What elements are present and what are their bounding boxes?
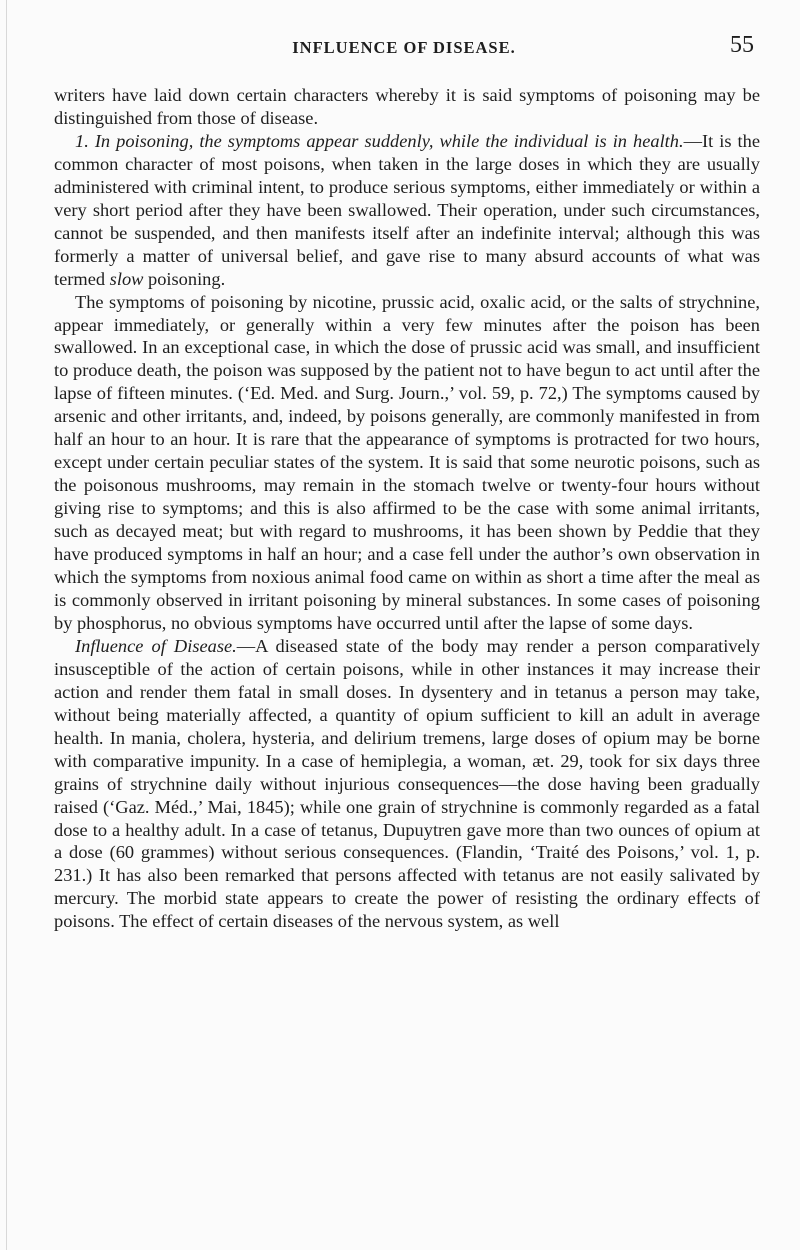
paragraph-sudden-symptoms-text: —It is the common character of most poisons, when taken in the large doses in which they are usually administered with criminal intent, to produce serious symptoms, either immediately or within a very short period after they have been swallowed. Their operation, under such circumstances, cannot be suspended, and then manifests itself after an indefinite interval; although this was formerly a matter of universal belief, and gave rise to many absurd accounts of what was termed — [54, 130, 760, 289]
paragraph-sudden-symptoms — [54, 130, 760, 291]
paragraph-influence-of-disease-text: —A diseased state of the body may render a person comparatively insusceptible of the action of certain poisons, while in other instances it may increase their action and render them fatal in small doses. In dysentery and in tetanus a person may take, without being materially affected, a quantity of opium sufficient to kill an adult in average health. In mania, cholera, hysteria, and delirium tremens, large doses of opium may be borne with comparative impunity. In a case of hemiplegia, a woman, æt. 29, took for six days three grains of strychnine daily without injurious consequences—the dose having been gradually raised (‘Gaz. Méd.,’ Mai, 1845); while one grain of strychnine is commonly regarded as a fatal dose to a healthy adult. In a case of tetanus, Dupuytren gave more than two ounces of opium at a dose (60 grammes) without serious consequences. (Flandin, ‘Traité des Poisons,’ vol. 1, p. 231.) It has also been remarked that persons affected with tetanus are not easily salivated by mercury. The morbid state appears to create the power of resisting the ordinary effects of poisons. The effect of certain diseases of the nervous system, as well — [54, 635, 760, 932]
paragraph-continuation: writers have laid down certain characters whereby it is said symptoms of poisoning may be distinguished from those of disease. — [54, 85, 760, 128]
body-text — [54, 84, 760, 933]
paragraph-sudden-symptoms-end: poisoning. — [148, 268, 226, 289]
page-edge-line — [6, 0, 7, 1250]
running-title: INFLUENCE OF DISEASE. — [292, 38, 516, 57]
section-heading-influence-of-disease: Influence of Disease. — [75, 635, 237, 656]
emphasis-slow: slow — [109, 268, 144, 289]
paragraph-influence-of-disease — [54, 635, 760, 933]
page-header — [54, 32, 754, 72]
paragraph-timing-of-symptoms: The symptoms of poisoning by nicotine, prussic acid, oxalic acid, or the salts of strychnine, appear immediately, or generally within a very few minutes after the poison has been swallowed. In an exceptional case, in which the dose of prussic acid was small, and insufficient to produce death, the poison was supposed by the patient not to have begun to act until after the lapse of fifteen minutes. (‘Ed. Med. and Surg. Journ.,’ vol. 59, p. 72,) The symptoms caused by arsenic and other irritants, and, indeed, by poisons generally, are commonly manifested in from half an hour to an hour. It is rare that the appearance of symptoms is protracted for two hours, except under certain peculiar states of the system. It is said that some neurotic poisons, such as the poisonous mushrooms, may remain in the stomach twelve or twenty-four hours without giving rise to symptoms; and this is also affirmed to be the case with some animal irritants, such as decayed meat; but with regard to mushrooms, it has been shown by Peddie that they have produced symptoms in half an hour; and a case fell under the author’s own observation in which the symptoms from noxious animal food came on within as short a time after the meal as is commonly observed in irritant poisoning by mineral substances. In some cases of poisoning by phosphorus, no obvious symptoms have occurred until after the lapse of some days. — [54, 291, 760, 633]
section-lead-sudden-symptoms: 1. In poisoning, the symptoms appear suddenly, while the individual is in health. — [75, 130, 684, 151]
page-number: 55 — [730, 32, 754, 58]
